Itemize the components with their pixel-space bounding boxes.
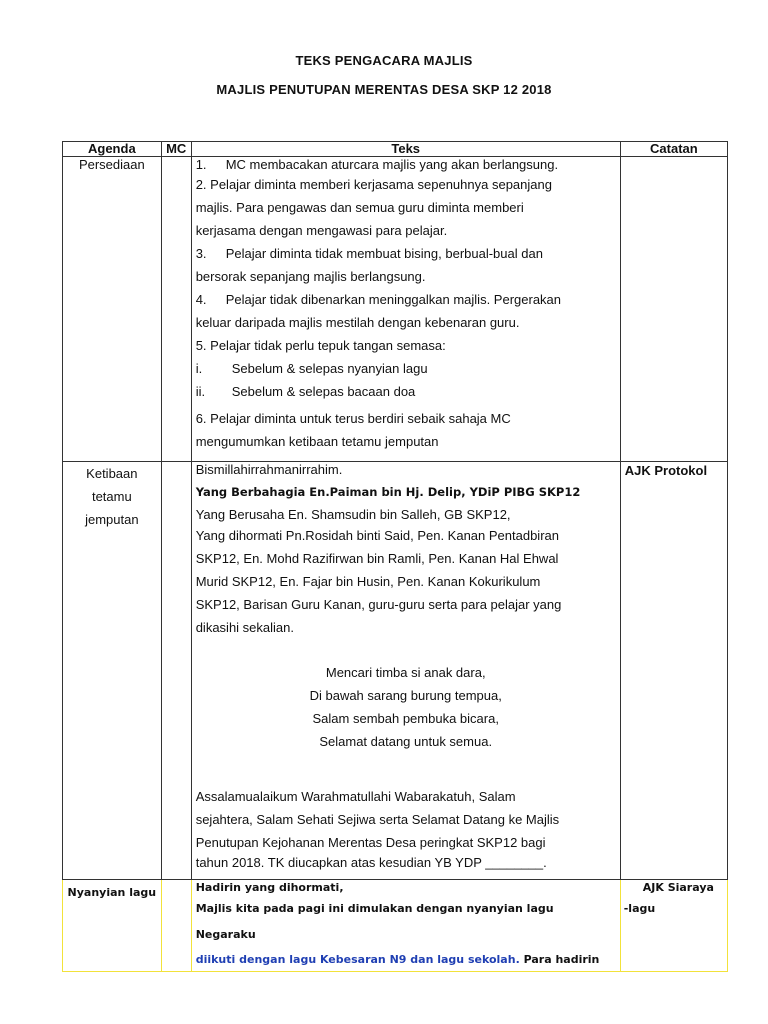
- sub-item-number: i.: [195, 361, 203, 376]
- teks-line: Yang Berbahagia En.Paiman bin Hj. Delip, YDiP PIBG SKP12: [195, 485, 581, 499]
- teks-line: bersorak sepanjang majlis berlangsung.: [195, 269, 426, 284]
- pantun-line: Salam sembah pembuka bicara,: [312, 711, 499, 726]
- teks-line: 6. Pelajar diminta untuk terus berdiri sebaik sahaja MC: [195, 411, 511, 426]
- table-row: [63, 880, 728, 972]
- sub-item-text: Sebelum & selepas nyanyian lagu: [231, 361, 428, 376]
- teks-line: Yang dihormati Pn.Rosidah binti Said, Pen. Kanan Pentadbiran: [195, 528, 559, 543]
- agenda-text: Persediaan: [78, 157, 145, 172]
- teks-line: kerjasama dengan mengawasi para pelajar.: [195, 223, 448, 238]
- teks-line: mengumumkan ketibaan tetamu jemputan: [195, 434, 439, 449]
- agenda-text: Ketibaan: [86, 466, 138, 481]
- teks-text: Para hadirin: [519, 953, 600, 966]
- catatan-text: -lagu: [623, 902, 656, 915]
- mc-cell: [161, 880, 191, 972]
- table-row: [63, 462, 728, 880]
- pantun-line: Di bawah sarang burung tempua,: [309, 688, 502, 703]
- agenda-table: [62, 141, 728, 972]
- teks-line: [196, 948, 616, 971]
- teks-line: 2. Pelajar diminta memberi kerjasama sepenuhnya sepanjang: [195, 177, 552, 192]
- column-header-teks: Teks: [191, 142, 620, 157]
- teks-line: MC membacakan aturcara majlis yang akan berlangsung.: [225, 157, 559, 172]
- teks-cell: [191, 157, 620, 462]
- teks-line: Assalamualaikum Warahmatullahi Wabarakatuh, Salam: [195, 789, 516, 804]
- agenda-text: Nyanyian lagu: [67, 886, 157, 899]
- catatan-cell: [620, 157, 727, 462]
- teks-line: Murid SKP12, En. Fajar bin Husin, Pen. Kanan Kokurikulum: [195, 574, 541, 589]
- teks-line: SKP12, Barisan Guru Kanan, guru-guru serta para pelajar yang: [195, 597, 562, 612]
- agenda-text: tetamu: [91, 489, 132, 504]
- teks-line: Pelajar tidak dibenarkan meninggalkan majlis. Pergerakan: [225, 292, 562, 307]
- teks-line: Penutupan Kejohanan Merentas Desa peringkat SKP12 bagi: [195, 835, 546, 850]
- teks-line: tahun 2018. TK diucapkan atas kesudian YB YDP ________.: [195, 855, 547, 870]
- teks-line: Yang Berusaha En. Shamsudin bin Salleh, GB SKP12,: [195, 507, 511, 522]
- catatan-text: AJK Protokol: [624, 463, 708, 478]
- catatan-cell: [620, 880, 727, 972]
- teks-line: Bismillahirrahmanirrahim.: [195, 462, 343, 477]
- teks-line: dikasihi sekalian.: [195, 620, 294, 635]
- agenda-cell: [63, 462, 162, 880]
- agenda-text: jemputan: [85, 512, 139, 527]
- teks-line: 5. Pelajar tidak perlu tepuk tangan semasa:: [195, 338, 446, 353]
- document-subtitle: MAJLIS PENUTUPAN MERENTAS DESA SKP 12 2018: [216, 82, 552, 97]
- catatan-cell: [620, 462, 727, 880]
- table-header-row: [63, 142, 728, 157]
- teks-cell: [191, 880, 620, 972]
- teks-line: Hadirin yang dihormati,: [195, 881, 344, 894]
- teks-line: Pelajar diminta tidak membuat bising, berbual-bual dan: [225, 246, 543, 261]
- sub-item-number: ii.: [195, 384, 206, 399]
- mc-cell: [161, 157, 191, 462]
- pantun-line: Mencari timba si anak dara,: [325, 665, 486, 680]
- teks-cell: [191, 462, 620, 880]
- agenda-cell: [63, 880, 162, 972]
- item-number: 4.: [195, 292, 207, 307]
- teks-highlight-text: diikuti dengan lagu Kebesaran N9 dan lagu sekolah.: [195, 953, 520, 966]
- teks-line: sejahtera, Salam Sehati Sejiwa serta Selamat Datang ke Majlis: [195, 812, 560, 827]
- column-header-agenda: Agenda: [63, 142, 162, 157]
- column-header-mc: MC: [161, 142, 191, 157]
- teks-line: SKP12, En. Mohd Razifirwan bin Ramli, Pen. Kanan Hal Ehwal: [195, 551, 559, 566]
- teks-line: majlis. Para pengawas dan semua guru diminta memberi: [195, 200, 524, 215]
- catatan-text: AJK Siaraya: [642, 881, 714, 894]
- pantun-line: Selamat datang untuk semua.: [319, 734, 493, 749]
- column-header-catatan: Catatan: [620, 142, 727, 157]
- item-number: 3.: [195, 246, 207, 261]
- mc-cell: [161, 462, 191, 880]
- teks-line: keluar daripada majlis mestilah dengan kebenaran guru.: [195, 315, 520, 330]
- sub-item-text: Sebelum & selepas bacaan doa: [231, 384, 416, 399]
- agenda-cell: [63, 157, 162, 462]
- document-title: TEKS PENGACARA MAJLIS: [295, 53, 473, 68]
- item-number: 1.: [195, 157, 207, 172]
- teks-line: Majlis kita pada pagi ini dimulakan dengan nyanyian lagu Negaraku: [195, 902, 554, 941]
- table-row: [63, 157, 728, 462]
